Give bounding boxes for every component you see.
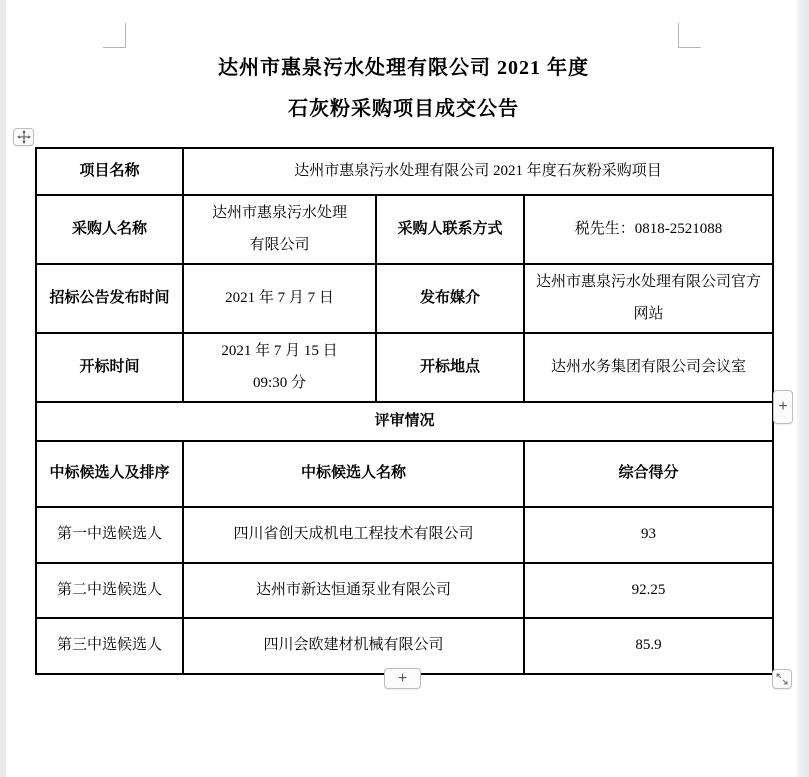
- table-row-buyer: [36, 195, 773, 264]
- table-row-review-section: [36, 402, 773, 441]
- publish-media-label: 发布媒介: [376, 264, 524, 333]
- table-move-handle[interactable]: [13, 128, 34, 146]
- bid-opening-hour-line: 09:30 分: [253, 374, 306, 391]
- right-scrollbar-track[interactable]: [797, 0, 809, 777]
- candidate-3-score: 85.9: [524, 618, 773, 674]
- candidate-2-rank: 第二中选候选人: [36, 563, 183, 618]
- candidate-1-score: 93: [524, 507, 773, 563]
- left-scrollbar-track[interactable]: [0, 0, 6, 777]
- candidate-rank-header: 中标候选人及排序: [36, 441, 183, 507]
- page-margin-mark-top-left-icon: [103, 23, 126, 48]
- insert-row-button[interactable]: [384, 668, 421, 689]
- candidate-2-name: 达州市新达恒通泵业有限公司: [183, 563, 524, 618]
- resize-icon: [775, 672, 789, 686]
- project-name-value: 达州市惠泉污水处理有限公司 2021 年度石灰粉采购项目: [183, 148, 773, 195]
- publish-media-value: 达州市惠泉污水处理有限公司官方网站: [524, 264, 773, 333]
- plus-icon: +: [397, 669, 408, 687]
- table-row-candidate-3: [36, 618, 773, 674]
- table-row-candidate-1: [36, 507, 773, 563]
- bid-opening-date-line: 2021 年 7 月 15 日: [221, 343, 338, 359]
- insert-column-button[interactable]: [773, 390, 793, 424]
- bid-opening-time-label: 开标时间: [36, 333, 183, 402]
- buyer-contact-label: 采购人联系方式: [376, 195, 524, 264]
- candidate-3-name: 四川会欧建材机械有限公司: [183, 618, 524, 674]
- review-section-title: 评审情况: [36, 402, 773, 441]
- plus-icon: +: [778, 398, 788, 415]
- candidate-3-rank: 第三中选候选人: [36, 618, 183, 674]
- bid-opening-place-label: 开标地点: [376, 333, 524, 402]
- candidate-score-header: 综合得分: [524, 441, 773, 507]
- announcement-time-label: 招标公告发布时间: [36, 264, 183, 333]
- candidate-2-score: 92.25: [524, 563, 773, 618]
- table-row-bid-opening: [36, 333, 773, 402]
- table-resize-handle[interactable]: [772, 669, 792, 689]
- candidate-1-name: 四川省创天成机电工程技术有限公司: [183, 507, 524, 563]
- candidate-name-header: 中标候选人名称: [183, 441, 524, 507]
- move-icon: [17, 130, 31, 144]
- bid-opening-place-value: 达州水务集团有限公司会议室: [524, 333, 773, 402]
- title-line-1: 达州市惠泉污水处理有限公司 2021 年度: [218, 57, 589, 79]
- announcement-date-value: 2021 年 7 月 7 日: [183, 264, 376, 333]
- document-title: [35, 48, 772, 130]
- candidate-1-rank: 第一中选候选人: [36, 507, 183, 563]
- buyer-name-label: 采购人名称: [36, 195, 183, 264]
- buyer-name-line-1: 达州市惠泉污水处理: [211, 205, 347, 221]
- page-margin-mark-top-right-icon: [678, 23, 701, 48]
- buyer-name-line-2: 有限公司: [249, 236, 310, 253]
- table-row-candidate-2: [36, 563, 773, 618]
- table-row-candidate-header: [36, 441, 773, 507]
- announcement-table: [35, 147, 774, 675]
- project-name-label: 项目名称: [36, 148, 183, 195]
- buyer-contact-value: 税先生：0818-2521088: [524, 195, 773, 264]
- title-line-2: 石灰粉采购项目成交公告: [288, 98, 519, 120]
- buyer-name-value: [183, 195, 376, 264]
- table-row-project: [36, 148, 773, 195]
- table-row-announcement: [36, 264, 773, 333]
- bid-opening-time-value: [183, 333, 376, 402]
